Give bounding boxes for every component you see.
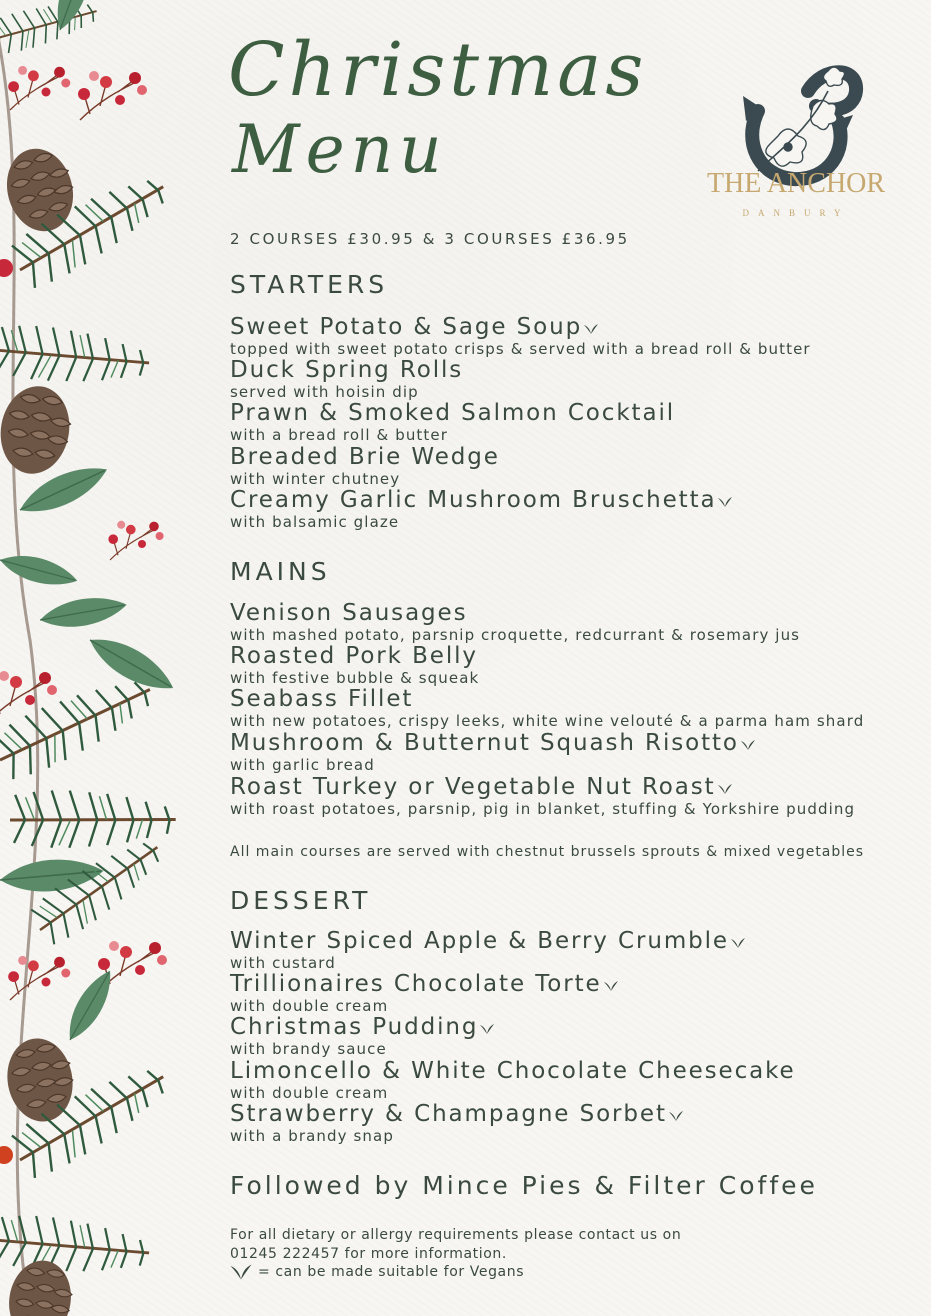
vegan-legend-text: = can be made suitable for Vegans bbox=[258, 1264, 525, 1280]
menu-item bbox=[230, 685, 864, 729]
section-heading-dessert: DESSERT bbox=[230, 886, 372, 915]
menu-item bbox=[230, 729, 755, 773]
vegan-leaf-icon bbox=[584, 323, 598, 335]
menu-title bbox=[228, 28, 647, 188]
menu-item bbox=[230, 1013, 494, 1057]
item-description: with balsamic glaze bbox=[230, 513, 400, 531]
vegan-leaf-icon bbox=[230, 1263, 252, 1281]
item-description: with double cream bbox=[230, 1084, 389, 1102]
menu-item bbox=[230, 443, 500, 487]
item-name: Creamy Garlic Mushroom Bruschetta bbox=[230, 487, 717, 513]
item-name: Mushroom & Butternut Squash Risotto bbox=[230, 730, 739, 756]
menu-item bbox=[230, 313, 811, 357]
vegan-leaf-icon bbox=[718, 496, 732, 508]
item-name: Seabass Fillet bbox=[230, 686, 414, 712]
item-name: Duck Spring Rolls bbox=[230, 357, 464, 383]
vegan-leaf-icon bbox=[741, 739, 755, 751]
menu-item bbox=[230, 486, 732, 530]
item-name: Strawberry & Champagne Sorbet bbox=[230, 1101, 667, 1127]
menu-item bbox=[230, 399, 675, 443]
item-description: served with hoisin dip bbox=[230, 383, 419, 401]
item-name: Trillionaires Chocolate Torte bbox=[230, 971, 602, 997]
item-description: with a bread roll & butter bbox=[230, 426, 448, 444]
title-line-2: Menu bbox=[232, 111, 448, 188]
item-name: Roast Turkey or Vegetable Nut Roast bbox=[230, 774, 716, 800]
menu-item bbox=[230, 1100, 683, 1144]
vegan-leaf-icon bbox=[718, 783, 732, 795]
item-description: with brandy sauce bbox=[230, 1040, 387, 1058]
item-description: with custard bbox=[230, 954, 336, 972]
menu-item bbox=[230, 642, 479, 686]
item-description: with new potatoes, crispy leeks, white wine velouté & a parma ham shard bbox=[230, 712, 865, 730]
item-name: Winter Spiced Apple & Berry Crumble bbox=[230, 928, 729, 954]
menu-item bbox=[230, 773, 855, 817]
menu-item bbox=[230, 970, 618, 1014]
item-name: Prawn & Smoked Salmon Cocktail bbox=[230, 400, 676, 426]
pine-garland-decoration bbox=[0, 0, 210, 1316]
vegan-leaf-icon bbox=[669, 1110, 683, 1122]
item-description: with a brandy snap bbox=[230, 1127, 394, 1145]
section-heading-starters: STARTERS bbox=[230, 270, 389, 299]
vegan-leaf-icon bbox=[604, 980, 618, 992]
item-name: Christmas Pudding bbox=[230, 1014, 479, 1040]
menu-item bbox=[230, 356, 463, 400]
item-name: Roasted Pork Belly bbox=[230, 643, 478, 669]
item-description: with roast potatoes, parsnip, pig in blanket, stuffing & Yorkshire pudding bbox=[230, 800, 856, 818]
mains-note: All main courses are served with chestnut brussels sprouts & mixed vegetables bbox=[230, 844, 865, 860]
item-description: with garlic bread bbox=[230, 756, 375, 774]
menu-item bbox=[230, 599, 800, 643]
footer-line-1: For all dietary or allergy requirements please contact us on bbox=[230, 1227, 682, 1243]
item-description: topped with sweet potato crisps & served with a bread roll & butter bbox=[230, 340, 811, 358]
pricing-line: 2 COURSES £30.95 & 3 COURSES £36.95 bbox=[230, 230, 630, 248]
item-description: with winter chutney bbox=[230, 470, 401, 488]
logo-location: DANBURY bbox=[742, 208, 850, 218]
menu-item bbox=[230, 927, 745, 971]
followed-by-line: Followed by Mince Pies & Filter Coffee bbox=[230, 1171, 818, 1200]
title-line-1: Christmas bbox=[228, 27, 648, 113]
item-name: Sweet Potato & Sage Soup bbox=[230, 314, 583, 340]
item-description: with festive bubble & squeak bbox=[230, 669, 480, 687]
item-name: Venison Sausages bbox=[230, 600, 468, 626]
footer-line-2: 01245 222457 for more information. bbox=[230, 1245, 507, 1262]
item-description: with double cream bbox=[230, 997, 389, 1015]
section-heading-mains: MAINS bbox=[230, 557, 331, 586]
menu-item bbox=[230, 1057, 796, 1101]
logo-name: THE ANCHOR bbox=[706, 168, 886, 199]
dietary-footer bbox=[230, 1226, 681, 1282]
item-name: Breaded Brie Wedge bbox=[230, 444, 500, 470]
item-description: with mashed potato, parsnip croquette, redcurrant & rosemary jus bbox=[230, 626, 801, 644]
vegan-legend bbox=[230, 1263, 681, 1282]
item-name: Limoncello & White Chocolate Cheesecake bbox=[230, 1058, 796, 1084]
vegan-leaf-icon bbox=[731, 937, 745, 949]
vegan-leaf-icon bbox=[480, 1023, 494, 1035]
